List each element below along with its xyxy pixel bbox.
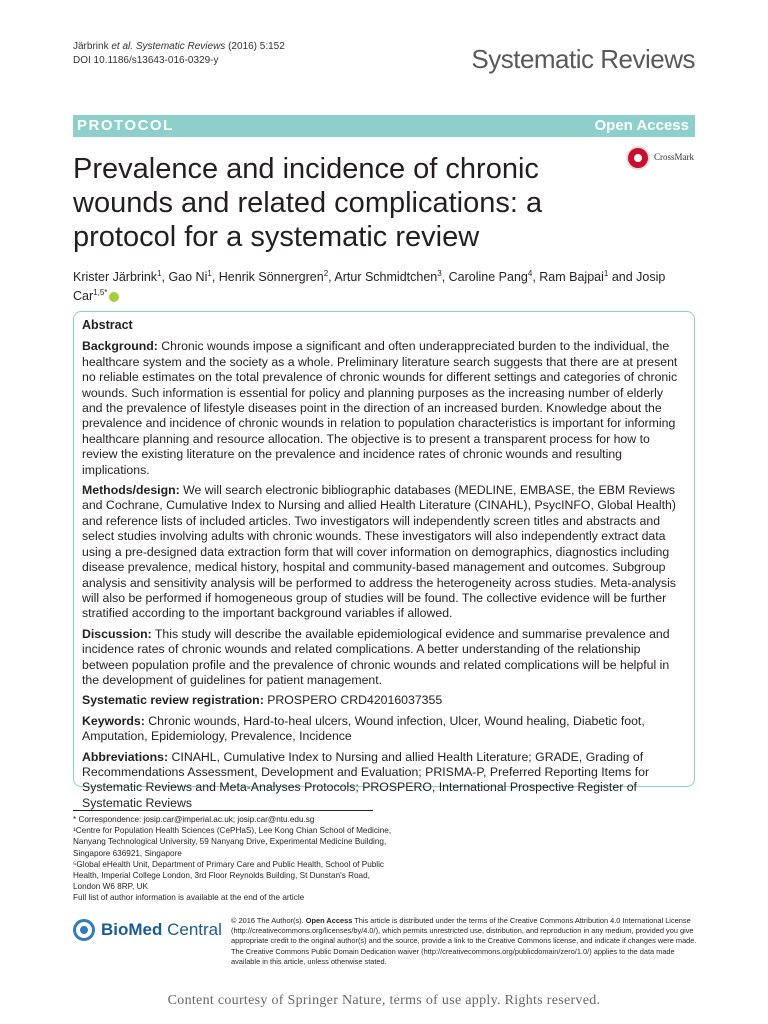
- abstract-abbreviations: Abbreviations: CINAHL, Cumulative Index to Nursing and allied Health Literature; GRADE, Grading of Recommendations Assessment, Development and Evaluation; PRISMA-P, Preferred Reporting Items for Systematic Reviews and Meta-Analyses Protocols; PROSPERO, International Prospective Register of Systematic Reviews: [82, 749, 650, 810]
- abstract-keywords: Keywords: Chronic wounds, Hard-to-heal ulcers, Wound infection, Ulcer, Wound healing, Diabetic foot, Amputation, Epidemiology, Prevalence, Incidence: [82, 713, 645, 744]
- author[interactable]: Josip Car$^{1,5*}$: [73, 270, 666, 304]
- author[interactable]: Caroline Pang$^4$: [448, 269, 533, 285]
- author[interactable]: Henrik Sönnergren$^2$: [218, 269, 329, 285]
- publisher-name: BioMed Central: [101, 920, 222, 939]
- abstract-background: Background: Chronic wounds impose a significant and often underappreciated burden to the individual, the healthcare system and the society as a whole. Preliminary literature search suggests that there are at present no reliable estimates on the total prevalence of chronic wounds for different settings and categories of chronic wounds. Such information is essential for policy and planning purposes as the increasing number of elderly and the prevalence of lifestyle diseases point in the direction of an increased burden. Knowledge about the prevalence and incidence of chronic wounds in relation to population characteristics is important for informing healthcare planning and resource allocation. The objective is to present a transparent process for how to review the existing literature on the prevalence and incidence rates of chronic wounds and resulting implications.: [82, 339, 678, 477]
- affiliation-1: ¹Centre for Population Health Sciences (CePHaS), Lee Kong Chian School of Medicine, Nanyang Technological University, 59 Nanyang Drive, Experimental Medicine Building, Singapore 636921, Singapore: [73, 826, 392, 858]
- abstract-box: [73, 311, 695, 810]
- courtesy-notice: Content courtesy of Springer Nature, terms of use apply. Rights reserved.: [167, 993, 601, 1008]
- open-access-label: Open Access: [594, 117, 689, 134]
- footnote-divider: [73, 810, 373, 811]
- crossmark-label: CrossMark: [654, 152, 694, 162]
- license-text: © 2016 The Author(s). Open Access This article is distributed under the terms of the Creative Commons Attribution 4.0 International License (http://creativecommons.org/licenses/by/4.0/), which permits unrestricted use, distribution, and reproduction in any medium, provided you give appropriate credit to the original author(s) and the source, provide a link to the Creative Commons license, and indicate if changes were made. The Creative Commons Public Domain Dedication waiver (http://creativecommons.org/publicdomain/zero/1.0/) applies to the data made available in this article, unless otherwise stated.: [231, 916, 697, 966]
- author[interactable]: Ram Bajpai$^1$: [539, 269, 609, 285]
- doi-link[interactable]: DOI 10.1186/s13643-016-0329-y: [73, 55, 219, 66]
- abstract-methods: Methods/design: We will search electronic bibliographic databases (MEDLINE, EMBASE, the EBM Reviews and Cochrane, Cumulative Index to Nursing and allied Health Literature (CINAHL), PsycINFO, Global Health) and reference lists of included articles. Two investigators will independently screen titles and abstracts and select studies involving adults with chronic wounds. These investigators will also independently extract data using a pre-designed data extraction form that will cover information on demographics, diagnostics including disease prevalence, medical history, hospital and community-based management and outcomes. Subgroup analysis and sensitivity analysis will be performed to address the heterogeneity across studies. Meta-analysis will also be performed if homogeneous group of studies will be found. The collective evidence will be further stratified according to the important background variables if allowed.: [82, 483, 676, 621]
- full-list-note: Full list of author information is available at the end of the article: [73, 893, 305, 903]
- author[interactable]: Artur Schmidtchen$^3$: [334, 269, 442, 285]
- citation-year-volume: (2016) 5:152: [228, 41, 285, 52]
- abstract-discussion: Discussion: This study will describe the available epidemiological evidence and summarise prevalence and incidence rates of chronic wounds and related complications. A better understanding of the relationship between population profile and the prevalence of chronic wounds and related complications will be helpful in the development of guidelines for patient management.: [82, 626, 670, 687]
- citation-author: Järbrink: [73, 41, 109, 52]
- article-title: Prevalence and incidence of chronic wounds and related complications: a protocol for a systematic review: [73, 153, 543, 253]
- correspondence-note: * Correspondence: josip.car@imperial.ac.uk; josip.car@ntu.edu.sg: [73, 815, 315, 824]
- author[interactable]: Krister Järbrink$^1$: [73, 269, 162, 285]
- biomed-central-logo: [73, 917, 223, 945]
- affiliation-5: ⁵Global eHealth Unit, Department of Primary Care and Public Health, School of Public Health, Imperial College London, 3rd Floor Reynolds Building, St Dunstan's Road, London W6 8RP, UK: [73, 859, 385, 892]
- biomed-central-icon: [73, 919, 95, 941]
- footnotes: [73, 814, 393, 904]
- crossmark-badge[interactable]: [626, 146, 698, 174]
- journal-name: Systematic Reviews: [471, 44, 695, 74]
- orcid-icon[interactable]: [109, 292, 119, 302]
- abstract-registration: Systematic review registration: PROSPERO CRD42016037355: [82, 693, 443, 708]
- citation-journal: Systematic Reviews: [135, 41, 226, 52]
- abstract-heading: Abstract: [82, 318, 133, 332]
- citation-line: [73, 40, 285, 54]
- citation-header: [73, 40, 285, 68]
- crossmark-icon: [626, 146, 650, 170]
- article-type-bar: [73, 115, 695, 137]
- citation-etal: et al.: [111, 41, 134, 52]
- article-type-label: PROTOCOL: [77, 117, 174, 134]
- author[interactable]: Gao Ni$^1$: [168, 269, 212, 285]
- author-list: Krister Järbrink$^1$, Gao Ni$^1$, Henrik Sönnergren$^2$, Artur Schmidtchen$^3$, Caroline Pang$^4$, Ram Bajpai$^1$ and Josip Car$^{1,5*}$: [73, 269, 666, 304]
